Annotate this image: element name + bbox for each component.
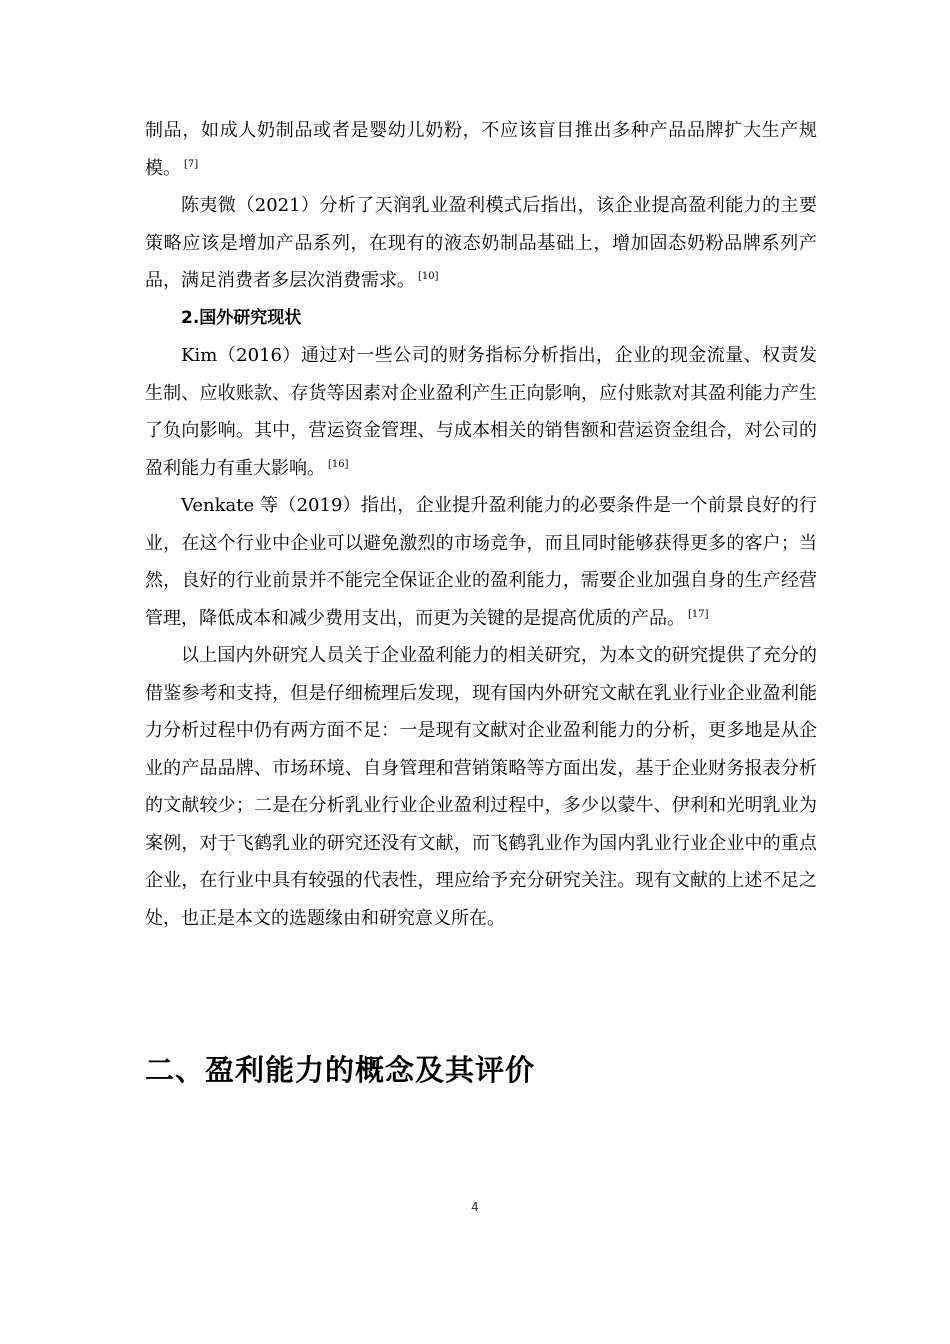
paragraph-chen xyxy=(145,187,817,300)
paragraph-text: Venkate 等（2019）指出，企业提升盈利能力的必要条件是一个前景良好的行业，在这个行业中企业可以避免激烈的市场竞争，而且同时能够获得更多的客户；当然，良好的行业前景并不能完全保证企业的盈利能力，需要企业加强自身的生产经营管理，降低成本和减少费用支出，而更为关键的是提高优质的产品。 xyxy=(145,495,817,629)
citation-mark: [7] xyxy=(184,158,199,170)
body-text xyxy=(145,112,817,937)
paragraph-text: 制品，如成人奶制品或者是婴幼儿奶粉，不应该盲目推出多种产品品牌扩大生产规模。 xyxy=(145,120,817,179)
citation-mark: [16] xyxy=(328,458,349,470)
paragraph-kim xyxy=(145,337,817,487)
citation-mark: [10] xyxy=(418,271,439,282)
paragraph-summary xyxy=(145,637,817,937)
paragraph-venkate xyxy=(145,487,817,637)
page-number: 4 xyxy=(471,1200,479,1214)
citation-mark: [17] xyxy=(688,608,709,620)
subheading-foreign-research: 2.国外研究现状 xyxy=(181,307,302,328)
paragraph-text: 陈夷微（2021）分析了天润乳业盈利模式后指出，该企业提高盈利能力的主要策略应该是增加产品系列，在现有的液态奶制品基础上，增加固态奶粉品牌系列产品，满足消费者多层次消费需求。 xyxy=(145,195,817,291)
section-title: 二、盈利能力的概念及其评价 xyxy=(145,1053,536,1087)
paragraph-text: 以上国内外研究人员关于企业盈利能力的相关研究，为本文的研究提供了充分的借鉴参考和支持，但是仔细梳理后发现，现有国内外研究文献在乳业行业企业盈利能力分析过程中仍有两方面不足：一是现有文献对企业盈利能力的分析，更多地是从企业的产品品牌、市场环境、自身管理和营销策略等方面出发，基于企业财务报表分析的文献较少；二是在分析乳业行业企业盈利过程中，多少以蒙牛、伊利和光明乳业为案例，对于飞鹤乳业的研究还没有文献，而飞鹤乳业作为国内乳业行业企业中的重点企业，在行业中具有较强的代表性，理应给予充分研究关注。现有文献的上述不足之处，也正是本文的选题缘由和研究意义所在。 xyxy=(145,645,817,929)
paragraph-text: Kim（2016）通过对一些公司的财务指标分析指出，企业的现金流量、权责发生制、应收账款、存货等因素对企业盈利产生正向影响，应付账款对其盈利能力产生了负向影响。其中，营运资金管理、与成本相关的销售额和营运资金组合，对公司的盈利能力有重大影响。 xyxy=(145,345,817,479)
paragraph-continued xyxy=(145,112,817,187)
